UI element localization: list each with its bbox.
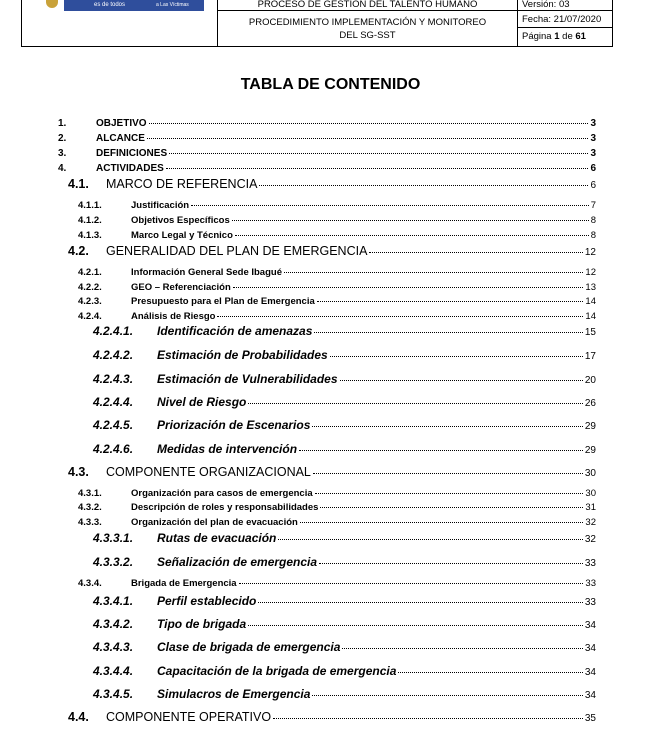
toc-entry-label: GEO – Referenciación: [131, 282, 231, 293]
toc-entry-page: 8: [590, 215, 596, 226]
toc-leader-dots: [232, 220, 589, 221]
toc-entry[interactable]: [78, 578, 596, 591]
page-prefix: Página: [522, 31, 555, 42]
toc-entry-label: Descripción de roles y responsabilidades: [131, 502, 319, 513]
toc-entry[interactable]: [93, 418, 596, 434]
toc-leader-dots: [147, 138, 589, 139]
page-total: 61: [575, 31, 586, 42]
page-number-cell: [518, 28, 613, 46]
toc-leader-dots: [149, 123, 589, 124]
toc-entry-page: 31: [585, 502, 596, 513]
toc-entry[interactable]: [78, 200, 596, 213]
toc-entry[interactable]: [78, 488, 596, 501]
toc-entry[interactable]: [78, 517, 596, 530]
toc-entry-page: 33: [585, 578, 596, 589]
toc-entry-number: 1.: [58, 118, 67, 129]
toc-entry[interactable]: [68, 710, 596, 726]
toc-entry-page: 34: [584, 643, 596, 654]
toc-leader-dots: [278, 539, 582, 540]
version-cell: Versión: 03: [518, 0, 613, 11]
toc-entry-page: 3: [590, 133, 596, 144]
toc-leader-dots: [342, 648, 582, 649]
toc-entry-page: 26: [584, 398, 596, 409]
toc-entry[interactable]: [78, 282, 596, 295]
toc-entry-number: 4.3.3.2.: [93, 555, 134, 569]
toc-entry-page: 33: [584, 597, 596, 608]
toc-entry-number: 4.2.2.: [78, 282, 102, 293]
logo-banner: [64, 0, 204, 11]
toc-entry-page: 15: [584, 327, 596, 338]
toc-title: TABLA DE CONTENIDO: [240, 76, 421, 93]
toc-entry-number: 4.3.4.5.: [93, 687, 134, 701]
toc-entry-label: Señalización de emergencia: [157, 555, 318, 569]
toc-entry[interactable]: [93, 348, 596, 364]
toc-leader-dots: [312, 426, 582, 427]
toc-entry-number: 3.: [58, 148, 67, 159]
toc-entry-number: 4.2.4.6.: [93, 442, 134, 456]
toc-leader-dots: [319, 563, 583, 564]
toc-entry-number: 4.3.: [68, 465, 89, 479]
toc-leader-dots: [259, 185, 588, 186]
toc-entry-label: OBJETIVO: [96, 118, 147, 129]
toc-entry-page: 30: [584, 468, 596, 479]
logo-right-text: a Las Víctimas: [156, 2, 189, 8]
toc-entry[interactable]: [78, 296, 596, 309]
process-name: PROCESO DE GESTIÓN DEL TALENTO HUMANO: [218, 0, 518, 11]
toc-entry-label: ALCANCE: [96, 133, 145, 144]
toc-leader-dots: [369, 252, 582, 253]
toc-leader-dots: [273, 718, 583, 719]
toc-leader-dots: [299, 450, 583, 451]
toc-entry-label: Análisis de Riesgo: [131, 311, 216, 322]
toc-entry-label: Rutas de evacuación: [157, 531, 277, 545]
toc-entry-label: ACTIVIDADES: [96, 163, 164, 174]
toc-entry-number: 4.3.3.: [78, 517, 102, 528]
toc-entry-label: Estimación de Probabilidades: [157, 348, 328, 362]
toc-entry-number: 4.1.3.: [78, 230, 102, 241]
toc-entry-number: 4.2.4.4.: [93, 395, 134, 409]
toc-entry[interactable]: [78, 215, 596, 228]
toc-leader-dots: [315, 493, 584, 494]
toc-entry-label: Tipo de brigada: [157, 617, 247, 631]
toc-entry-page: 33: [584, 558, 596, 569]
toc-entry-number: 4.2.1.: [78, 267, 102, 278]
toc-entry-page: 34: [584, 690, 596, 701]
toc-entry[interactable]: [58, 163, 596, 177]
toc-leader-dots: [166, 168, 589, 169]
toc-entry[interactable]: [93, 442, 596, 458]
toc-entry[interactable]: [93, 324, 596, 340]
toc-entry-number: 4.1.: [68, 177, 89, 191]
procedure-line-2: DEL SG-SST: [339, 30, 396, 41]
toc-entry-number: 2.: [58, 133, 67, 144]
toc-entry-number: 4.: [58, 163, 67, 174]
toc-entry-label: Organización para casos de emergencia: [131, 488, 313, 499]
page-current: 1: [554, 31, 560, 42]
toc-entry[interactable]: [68, 465, 596, 481]
toc-entry[interactable]: [93, 617, 596, 633]
toc-entry[interactable]: [68, 177, 596, 193]
toc-leader-dots: [239, 583, 584, 584]
toc-entry[interactable]: [58, 133, 596, 147]
toc-entry-page: 34: [584, 620, 596, 631]
toc-entry-number: 4.2.4.1.: [93, 324, 134, 338]
toc-entry-page: 3: [590, 118, 596, 129]
toc-entry-page: 29: [584, 421, 596, 432]
toc-entry[interactable]: [93, 640, 596, 656]
toc-entry-label: Objetivos Específicos: [131, 215, 230, 226]
toc-leader-dots: [340, 380, 583, 381]
toc-entry-label: Marco Legal y Técnico: [131, 230, 233, 241]
toc-leader-dots: [233, 287, 584, 288]
toc-entry-label: Simulacros de Emergencia: [157, 687, 311, 701]
toc-entry-page: 32: [585, 517, 596, 528]
toc-leader-dots: [217, 316, 583, 317]
toc-entry[interactable]: [78, 230, 596, 243]
procedure-line-1: PROCEDIMIENTO IMPLEMENTACIÓN Y MONITOREO: [248, 17, 487, 28]
toc-entry-number: 4.1.1.: [78, 200, 102, 211]
toc-entry-number: 4.3.1.: [78, 488, 102, 499]
toc-leader-dots: [284, 272, 583, 273]
toc-entry-page: 14: [585, 311, 596, 322]
toc-entry-number: 4.2.3.: [78, 296, 102, 307]
logo-cell: [22, 0, 218, 46]
toc-entry-page: 30: [585, 488, 596, 499]
toc-entry-page: 35: [584, 713, 596, 724]
toc-entry-page: 12: [584, 247, 596, 258]
toc-entry-number: 4.2.4.: [78, 311, 102, 322]
toc-entry-number: 4.2.4.3.: [93, 372, 134, 386]
procedure-name: [218, 11, 518, 46]
toc-entry[interactable]: [58, 148, 596, 162]
toc-entry-label: COMPONENTE OPERATIVO: [106, 710, 272, 724]
toc-entry-label: DEFINICIONES: [96, 148, 168, 159]
toc-leader-dots: [330, 356, 583, 357]
toc-leader-dots: [398, 672, 582, 673]
toc-entry-number: 4.3.4.1.: [93, 594, 134, 608]
toc-entry-page: 20: [584, 375, 596, 386]
toc-entry-page: 32: [584, 534, 596, 545]
toc-leader-dots: [169, 153, 588, 154]
toc-entry-label: Estimación de Vulnerabilidades: [157, 372, 338, 386]
toc-entry-page: 3: [590, 148, 596, 159]
toc-entry-label: GENERALIDAD DEL PLAN DE EMERGENCIA: [106, 244, 368, 258]
toc-entry[interactable]: [93, 687, 596, 703]
toc-leader-dots: [314, 332, 582, 333]
toc-entry-label: Brigada de Emergencia: [131, 578, 237, 589]
toc-leader-dots: [312, 695, 582, 696]
toc-entry[interactable]: [93, 372, 596, 388]
toc-entry[interactable]: [93, 664, 596, 680]
toc-entry-page: 6: [590, 180, 596, 191]
toc-entry-number: 4.3.2.: [78, 502, 102, 513]
toc-leader-dots: [248, 403, 583, 404]
toc-entry-page: 29: [584, 445, 596, 456]
toc-entry-number: 4.4.: [68, 710, 89, 724]
coat-of-arms-icon: [46, 0, 58, 8]
toc-entry-number: 4.2.4.5.: [93, 418, 134, 432]
toc-leader-dots: [235, 235, 589, 236]
toc-entry[interactable]: [78, 502, 596, 515]
toc-leader-dots: [300, 522, 584, 523]
toc-entry-number: 4.3.4.3.: [93, 640, 134, 654]
toc-entry-page: 34: [584, 667, 596, 678]
toc-entry-page: 12: [585, 267, 596, 278]
toc-entry-label: Presupuesto para el Plan de Emergencia: [131, 296, 315, 307]
document-header: [21, 0, 613, 47]
toc-entry-page: 17: [584, 351, 596, 362]
toc-entry[interactable]: [78, 311, 596, 324]
toc-entry-number: 4.2.4.2.: [93, 348, 134, 362]
toc-leader-dots: [248, 625, 583, 626]
toc-entry-label: Perfil establecido: [157, 594, 257, 608]
toc-entry-number: 4.3.4.2.: [93, 617, 134, 631]
toc-entry[interactable]: [68, 244, 596, 260]
toc-entry-label: Identificación de amenazas: [157, 324, 313, 338]
toc-leader-dots: [320, 507, 583, 508]
toc-entry-label: Priorización de Escenarios: [157, 418, 311, 432]
toc-entry-number: 4.1.2.: [78, 215, 102, 226]
toc-entry-label: Organización del plan de evacuación: [131, 517, 298, 528]
toc-entry-label: Información General Sede Ibagué: [131, 267, 282, 278]
toc-entry-page: 13: [585, 282, 596, 293]
toc-entry-label: Capacitación de la brigada de emergencia: [157, 664, 397, 678]
toc-leader-dots: [191, 205, 589, 206]
toc-entry[interactable]: [78, 267, 596, 280]
toc-entry-label: COMPONENTE ORGANIZACIONAL: [106, 465, 311, 479]
toc-leader-dots: [258, 602, 583, 603]
toc-entry-number: 4.3.4.4.: [93, 664, 134, 678]
toc-entry-label: Justificación: [131, 200, 190, 211]
toc-entry[interactable]: [93, 594, 596, 610]
logo-left-text: es de todos: [94, 2, 126, 8]
date-cell: Fecha: 21/07/2020: [518, 11, 613, 28]
toc-entry-number: 4.2.: [68, 244, 89, 258]
toc-entry-page: 8: [590, 230, 596, 241]
toc-entry-page: 7: [590, 200, 596, 211]
toc-entry[interactable]: [93, 555, 596, 571]
toc-entry[interactable]: [93, 395, 596, 411]
toc-entry-number: 4.3.4.: [78, 578, 102, 589]
page-of: de: [559, 31, 576, 42]
toc-leader-dots: [317, 301, 584, 302]
toc-entry-number: 4.3.3.1.: [93, 531, 134, 545]
toc-entry[interactable]: [58, 118, 596, 132]
toc-entry-label: MARCO DE REFERENCIA: [106, 177, 258, 191]
toc-entry[interactable]: [93, 531, 596, 547]
toc-entry-label: Clase de brigada de emergencia: [157, 640, 341, 654]
toc-leader-dots: [313, 473, 583, 474]
toc-entry-page: 14: [585, 296, 596, 307]
toc-entry-label: Nivel de Riesgo: [157, 395, 247, 409]
toc-entry-page: 6: [590, 163, 596, 174]
toc-entry-label: Medidas de intervención: [157, 442, 298, 456]
